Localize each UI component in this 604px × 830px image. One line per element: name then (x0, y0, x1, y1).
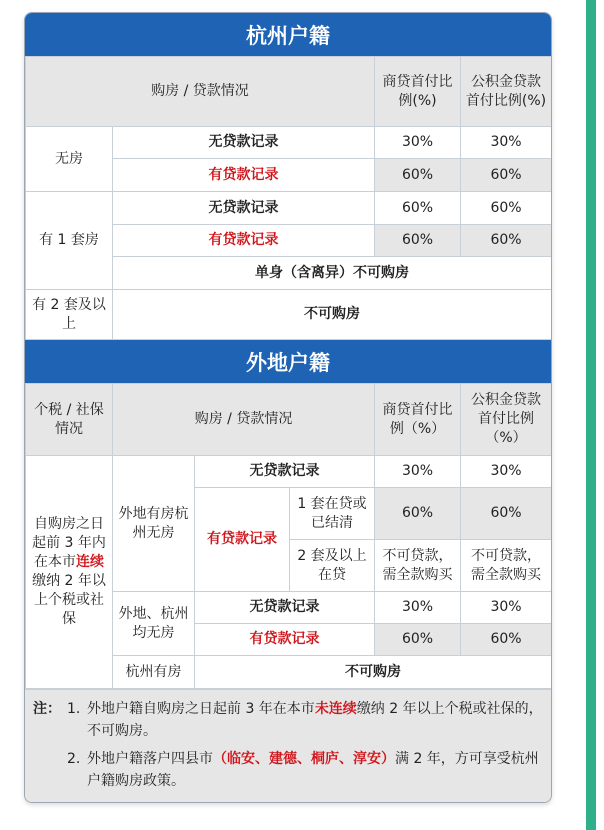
hz-no-house: 无房 (26, 127, 113, 192)
hz-header-commercial: 商贷首付比例(%) (375, 57, 461, 127)
hz-header-situation: 购房 / 贷款情况 (26, 57, 375, 127)
wd-continuous-highlight: 连续 (76, 554, 104, 570)
wd-table (25, 383, 552, 689)
hz-two-plus: 有 2 套及以上 (26, 290, 113, 340)
hz-r2-fund: 60% (461, 159, 552, 192)
hz-has-loan: 有贷款记录 (113, 159, 375, 192)
wd-cannot-loan-fund: 不可贷款，需全款购买 (461, 540, 552, 592)
hz-no-loan-2: 无贷款记录 (113, 192, 375, 225)
wd-r4-fund: 60% (461, 624, 552, 656)
hz-has-loan-2: 有贷款记录 (113, 225, 375, 257)
wd-r3-fund: 30% (461, 592, 552, 624)
wd-r2-commercial: 60% (375, 488, 461, 540)
wd-cannot-buy: 不可购房 (195, 656, 552, 689)
hz-r1-commercial: 30% (375, 127, 461, 159)
hz-r3-commercial: 60% (375, 192, 461, 225)
hz-r4-commercial: 60% (375, 225, 461, 257)
hz-no-loan: 无贷款记录 (113, 127, 375, 159)
hz-r3-fund: 60% (461, 192, 552, 225)
wd-has-loan: 有贷款记录 (195, 488, 290, 592)
wd-two-set: 2 套及以上在贷 (290, 540, 375, 592)
note-1: 注： 1. 外地户籍自购房之日起前 3 年在本市未连续缴纳 2 年以上个税或社保的，不可购房。 (33, 698, 543, 742)
policy-card (24, 12, 552, 803)
wd-no-loan: 无贷款记录 (195, 456, 375, 488)
note-1-highlight: 未连续 (314, 701, 357, 717)
wd-section-title: 外地户籍 (25, 340, 551, 383)
hz-header-fund: 公积金贷款首付比例(%) (461, 57, 552, 127)
hz-section-title: 杭州户籍 (25, 13, 551, 56)
wd-r3-commercial: 30% (375, 592, 461, 624)
hz-r2-commercial: 60% (375, 159, 461, 192)
wd-r2-fund: 60% (461, 488, 552, 540)
side-accent-bar (586, 0, 596, 830)
hz-table (25, 56, 552, 340)
wd-group-c: 杭州有房 (113, 656, 195, 689)
wd-no-loan-2: 无贷款记录 (195, 592, 375, 624)
hz-cannot-buy: 不可购房 (113, 290, 552, 340)
hz-one-house: 有 1 套房 (26, 192, 113, 290)
wd-r4-commercial: 60% (375, 624, 461, 656)
wd-header-commercial: 商贷首付比例（%） (375, 384, 461, 456)
wd-r1-commercial: 30% (375, 456, 461, 488)
note-2-highlight: （临安、建德、桐庐、淳安） (213, 751, 395, 767)
wd-tax-condition: 自购房之日起前 3 年内在本市连续缴纳 2 年以上个税或社保 (26, 456, 113, 689)
note-2: 2. 外地户籍落户四县市（临安、建德、桐庐、淳安）满 2 年，方可享受杭州户籍购房政策。 (67, 751, 539, 789)
wd-has-loan-2: 有贷款记录 (195, 624, 375, 656)
notes-label: 注： (33, 701, 61, 717)
hz-r1-fund: 30% (461, 127, 552, 159)
wd-r1-fund: 30% (461, 456, 552, 488)
wd-cannot-loan-commercial: 不可贷款，需全款购买 (375, 540, 461, 592)
wd-group-b: 外地、杭州均无房 (113, 592, 195, 656)
hz-r4-fund: 60% (461, 225, 552, 257)
wd-header-fund: 公积金贷款首付比例（%） (461, 384, 552, 456)
wd-header-situation: 购房 / 贷款情况 (113, 384, 375, 456)
notes-section (25, 689, 551, 802)
wd-group-a: 外地有房杭州无房 (113, 456, 195, 592)
wd-one-set: 1 套在贷或已结清 (290, 488, 375, 540)
wd-header-tax: 个税 / 社保情况 (26, 384, 113, 456)
hz-single-note: 单身（含离异）不可购房 (113, 257, 552, 290)
